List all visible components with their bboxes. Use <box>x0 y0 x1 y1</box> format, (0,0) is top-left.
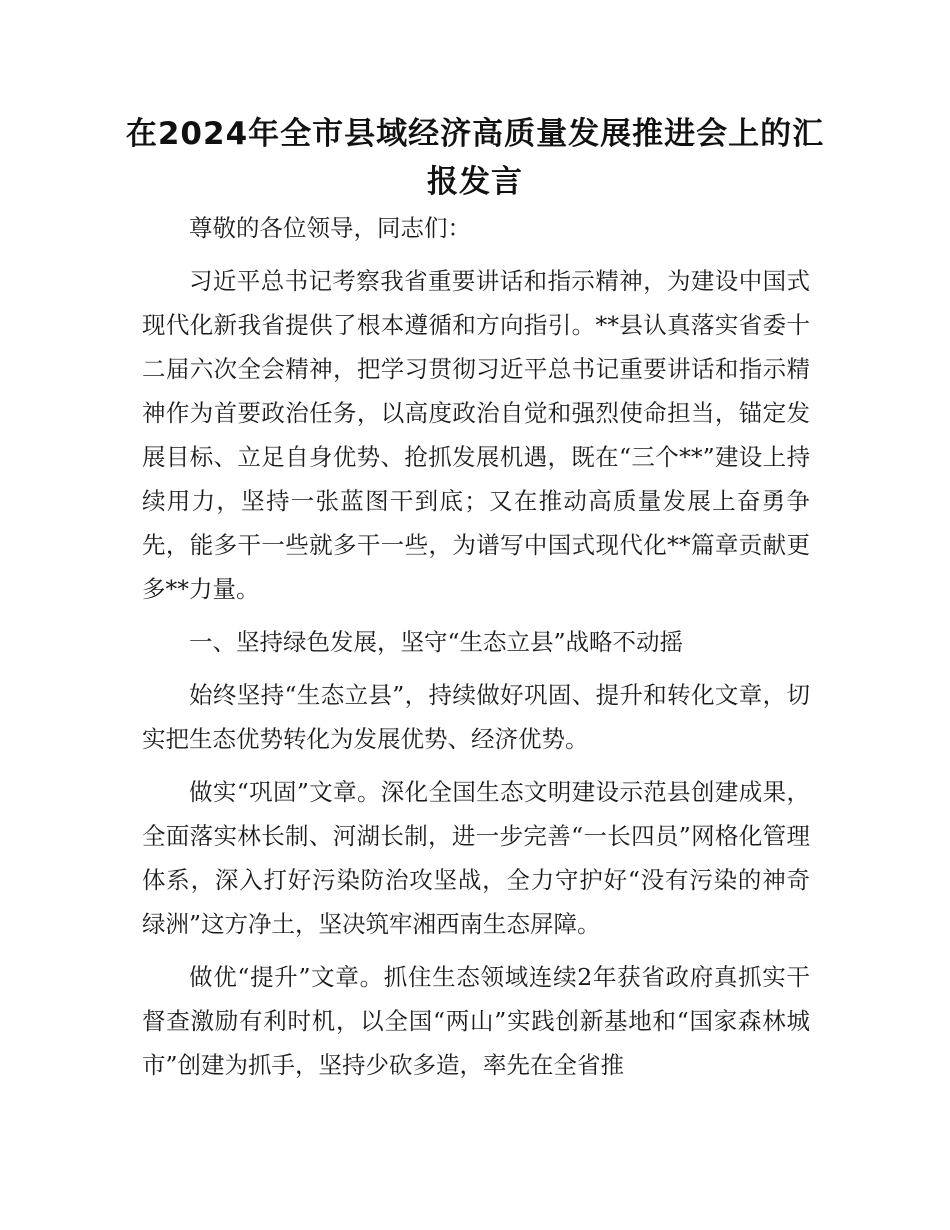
paragraph-intro: 习近平总书记考察我省重要讲话和指示精神，为建设中国式现代化新我省提供了根本遵循和方向指引。**县认真落实省委十二届六次全会精神，把学习贯彻习近平总书记重要讲话和指示精神作为首要政治任务，以高度政治自觉和强烈使命担当，锚定发展目标、立足自身优势、抢抓发展机遇，既在“三个**”建设上持续用力，坚持一张蓝图干到底；又在推动高质量发展上奋勇争先，能多干一些就多干一些，为谱写中国式现代化**篇章贡献更多**力量。 <box>142 267 810 603</box>
document-body <box>142 206 810 1096</box>
paragraph-consolidate: 做实“巩固”文章。深化全国生态文明建设示范县创建成果，全面落实林长制、河湖长制，进一步完善“一长四员”网格化管理体系，深入打好污染防治攻坚战，全力守护好“没有污染的神奇绿洲”这方净土，坚决筑牢湘西南生态屏障。 <box>142 778 810 938</box>
paragraph-section-1-summary: 始终坚持“生态立县”，持续做好巩固、提升和转化文章，切实把生态优势转化为发展优势、经济优势。 <box>142 681 810 753</box>
section-heading-1: 一、坚持绿色发展，坚守“生态立县”战略不动摇 <box>189 628 684 656</box>
salutation: 尊敬的各位领导，同志们： <box>189 214 471 242</box>
document-title: 在2024年全市县域经济高质量发展推进会上的汇报发言 <box>125 116 825 200</box>
paragraph-enhance: 做优“提升”文章。抓住生态领域连续2年获省政府真抓实干督查激励有利时机，以全国“两山”实践创新基地和“国家森林城市”创建为抓手，坚持少砍多造，率先在全省推 <box>142 963 810 1079</box>
